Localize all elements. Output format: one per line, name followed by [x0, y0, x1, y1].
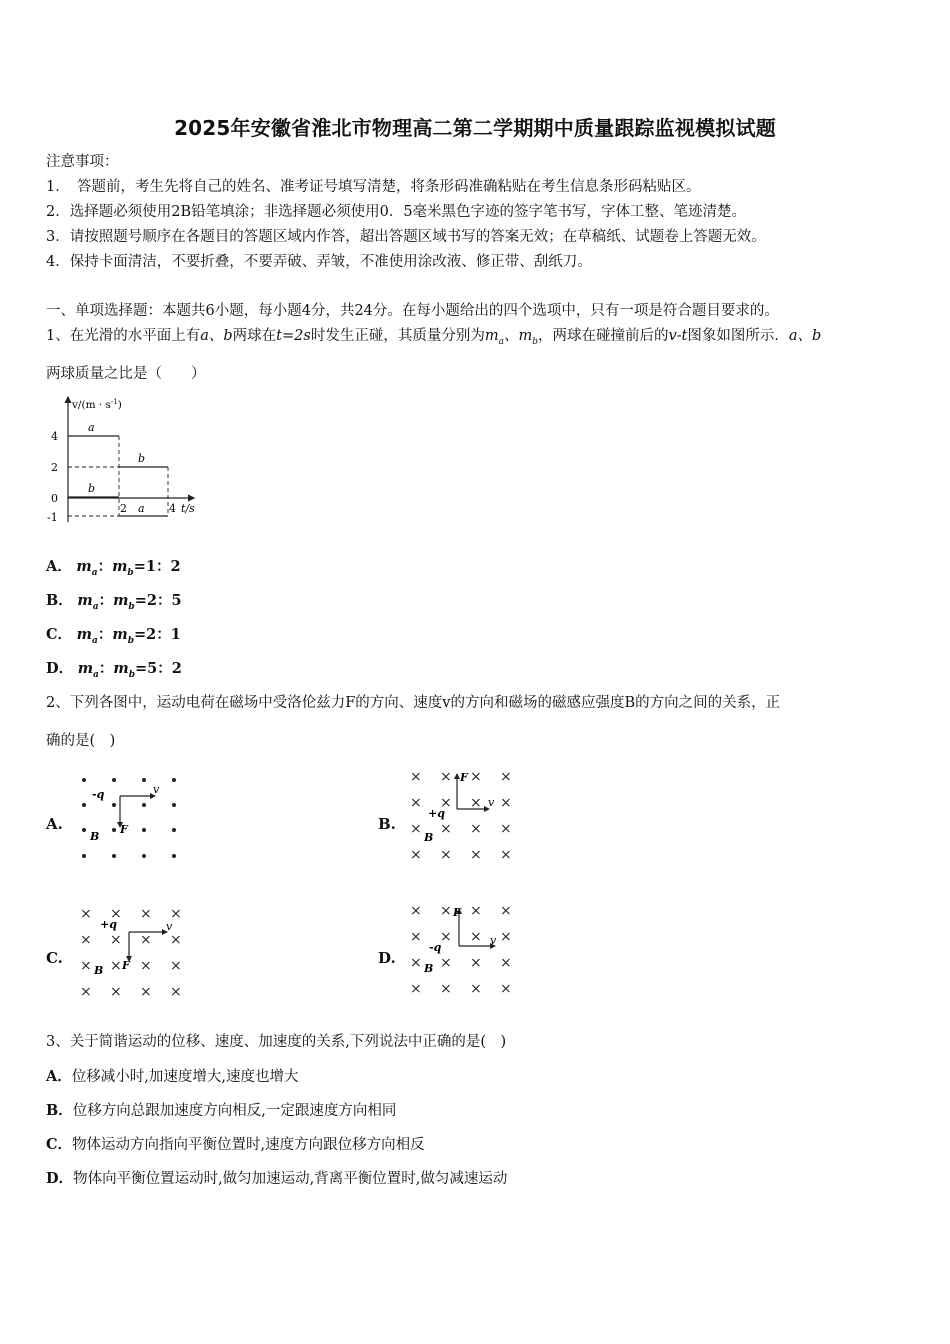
svg-text:×: ×	[500, 929, 512, 945]
notice-heading: 注意事项：	[46, 154, 119, 170]
svg-text:×: ×	[440, 955, 452, 971]
svg-text:×: ×	[110, 984, 122, 1000]
svg-text:×: ×	[470, 929, 482, 945]
svg-text:×: ×	[410, 955, 422, 971]
q1-option-a: A． $m_a$：$m_b=1$：2	[46, 558, 181, 578]
svg-text:×: ×	[410, 903, 422, 919]
q1-stem-line2: 两球质量之比是（ ）	[46, 366, 206, 382]
q1-stem: 1、在光滑的水平面上有a、b两球在t=2s时发生正碰，其质量分别为$m_a$、$m_b$，两球在碰撞前后的v-t图象如图所示．a、b	[46, 328, 822, 347]
notice-item-1: 1． 答题前，考生先将自己的姓名、准考证号填写清楚，将条形码准确粘贴在考生信息条形码粘贴区。	[46, 179, 701, 195]
svg-text:×: ×	[170, 958, 182, 974]
svg-text:×: ×	[410, 929, 422, 945]
section-heading: 一、单项选择题：本题共6小题，每小题4分，共24分。在每小题给出的四个选项中，只有一项是符合题目要求的。	[46, 303, 779, 319]
svg-text:×: ×	[440, 929, 452, 945]
q3-option-d: D．物体向平衡位置运动时,做匀加速运动,背离平衡位置时,做匀减速运动	[46, 1170, 508, 1187]
notice-item-2: 2．选择题必须使用2B铅笔填涂；非选择题必须使用0．5毫米黑色字迹的签字笔书写，字体工整、笔迹清楚。	[46, 204, 747, 220]
svg-text:×: ×	[470, 769, 482, 785]
q3-option-a: A．位移减小时,加速度增大,速度也增大	[46, 1068, 299, 1085]
q3-stem: 3、关于简谐运动的位移、速度、加速度的关系,下列说法中正确的是( )	[46, 1034, 507, 1050]
q2-fig-a-charge: -q	[92, 788, 105, 801]
svg-text:×: ×	[440, 769, 452, 785]
svg-text:×: ×	[500, 903, 512, 919]
q2-fig-b-force: F	[460, 771, 468, 784]
x-axis-label: t/s	[181, 502, 195, 515]
svg-text:×: ×	[500, 821, 512, 837]
q2-fig-a-field: B	[90, 830, 100, 843]
q3-option-c: C．物体运动方向指向平衡位置时,速度方向跟位移方向相反	[46, 1136, 425, 1153]
svg-text:×: ×	[440, 847, 452, 863]
q1-vt-graph	[44, 392, 214, 532]
q2-fig-c-force: F	[122, 959, 130, 972]
svg-text:×: ×	[440, 821, 452, 837]
q2-fig-c-letter: C.	[46, 949, 63, 967]
svg-text:×: ×	[470, 847, 482, 863]
q2-fig-b-vel: v	[488, 796, 495, 809]
svg-text:×: ×	[470, 795, 482, 811]
svg-text:×: ×	[80, 906, 92, 922]
q2-stem: 2、下列各图中，运动电荷在磁场中受洛伦兹力F的方向、速度v的方向和磁场的磁感应强度B的方向之间的关系，正	[46, 695, 781, 711]
q3-option-b: B．位移方向总跟加速度方向相反,一定跟速度方向相同	[46, 1102, 397, 1119]
q2-fig-d-force: F	[453, 906, 461, 919]
q2-fig-a-letter: A.	[46, 815, 63, 833]
svg-text:×: ×	[500, 769, 512, 785]
svg-text:×: ×	[410, 769, 422, 785]
label-a-before: a	[88, 421, 95, 434]
svg-text:×: ×	[410, 795, 422, 811]
svg-text:×: ×	[410, 821, 422, 837]
svg-text:×: ×	[80, 932, 92, 948]
y-tick-4: 4	[51, 430, 58, 443]
q2-fig-d-field: B	[424, 962, 434, 975]
svg-text:×: ×	[500, 795, 512, 811]
q2-fig-c-field: B	[94, 964, 104, 977]
x-tick-2: 2	[120, 502, 127, 515]
q2-fig-b	[404, 765, 524, 865]
svg-text:×: ×	[170, 932, 182, 948]
svg-text:×: ×	[500, 955, 512, 971]
svg-text:×: ×	[470, 821, 482, 837]
svg-text:×: ×	[170, 906, 182, 922]
page-title: 2025年安徽省淮北市物理高二第二学期期中质量跟踪监视模拟试题	[174, 116, 776, 140]
svg-text:×: ×	[80, 958, 92, 974]
q1-option-d: D． $m_a$：$m_b=5$：2	[46, 660, 182, 680]
q2-fig-c	[74, 900, 194, 1000]
y-tick-2: 2	[51, 461, 58, 474]
svg-text:×: ×	[440, 903, 452, 919]
svg-text:×: ×	[410, 847, 422, 863]
svg-text:×: ×	[170, 984, 182, 1000]
label-b-before: b	[88, 482, 96, 495]
svg-text:×: ×	[140, 906, 152, 922]
q2-stem-line2: 确的是( )	[46, 733, 116, 749]
q2-fig-b-charge: +q	[428, 807, 445, 820]
y-axis-label: $v/(m \cdot s^{-1})$	[72, 398, 122, 411]
label-b-after: b	[138, 452, 146, 465]
notice-item-4: 4．保持卡面清洁，不要折叠，不要弄破、弄皱，不准使用涂改液、修正带、刮纸刀。	[46, 254, 592, 270]
svg-text:×: ×	[110, 958, 122, 974]
q2-fig-d-charge: -q	[429, 941, 442, 954]
q2-fig-c-charge: +q	[100, 918, 117, 931]
svg-text:×: ×	[440, 981, 452, 997]
svg-text:×: ×	[470, 955, 482, 971]
notice-item-3: 3．请按照题号顺序在各题目的答题区域内作答，超出答题区域书写的答案无效；在草稿纸、试题卷上答题无效。	[46, 229, 766, 245]
q2-fig-b-field: B	[424, 831, 434, 844]
svg-text:×: ×	[140, 958, 152, 974]
svg-text:×: ×	[470, 903, 482, 919]
svg-text:×: ×	[500, 981, 512, 997]
q2-fig-c-vel: v	[166, 920, 173, 933]
q2-fig-a-force: F	[120, 823, 128, 836]
q1-option-b: B． $m_a$：$m_b=2$：5	[46, 592, 182, 612]
svg-text:×: ×	[110, 932, 122, 948]
label-a-after: a	[138, 502, 145, 515]
q2-fig-b-letter: B.	[378, 815, 396, 833]
q1-option-c: C． $m_a$：$m_b=2$：1	[46, 626, 181, 646]
svg-text:×: ×	[140, 984, 152, 1000]
y-tick-0: 0	[51, 492, 58, 505]
q2-fig-d-vel: v	[490, 934, 497, 947]
q2-fig-d-letter: D.	[378, 949, 396, 967]
svg-text:×: ×	[110, 906, 122, 922]
svg-text:×: ×	[470, 981, 482, 997]
q2-fig-a-vel: v	[153, 783, 160, 796]
y-tick-neg1: -1	[47, 511, 58, 524]
x-tick-4: 4	[169, 502, 176, 515]
svg-text:×: ×	[80, 984, 92, 1000]
svg-text:×: ×	[140, 932, 152, 948]
svg-text:×: ×	[440, 795, 452, 811]
svg-text:×: ×	[500, 847, 512, 863]
q2-fig-d	[404, 898, 524, 1002]
q2-fig-a	[70, 770, 190, 865]
svg-text:×: ×	[410, 981, 422, 997]
